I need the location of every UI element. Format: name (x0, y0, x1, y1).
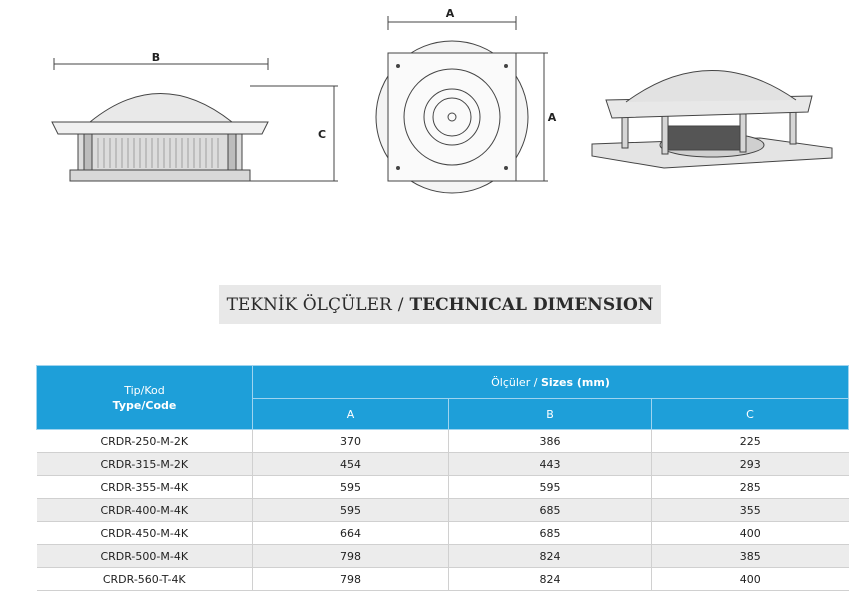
dim-label-a-right: A (547, 111, 557, 124)
section-title-separator: / (397, 294, 404, 315)
side-view-drawing (52, 58, 338, 181)
sizes-header-sep: / (533, 375, 538, 389)
column-header-a: A (253, 399, 449, 430)
row-size-c: 225 (652, 430, 849, 453)
row-code: CRDR-560-T-4K (37, 568, 253, 591)
row-size-c: 400 (652, 568, 849, 591)
row-size-b: 685 (449, 522, 652, 545)
sizes-header (253, 366, 849, 399)
row-size-a: 664 (253, 522, 449, 545)
table-row (37, 522, 849, 545)
dim-label-a-top: A (445, 7, 455, 20)
row-size-c: 285 (652, 476, 849, 499)
row-size-a: 798 (253, 568, 449, 591)
row-size-b: 824 (449, 545, 652, 568)
row-size-a: 798 (253, 545, 449, 568)
row-code: CRDR-315-M-2K (37, 453, 253, 476)
row-size-c: 385 (652, 545, 849, 568)
row-size-b: 824 (449, 568, 652, 591)
sizes-header-en: Sizes (mm) (540, 375, 610, 389)
row-size-b: 386 (449, 430, 652, 453)
dim-label-c-side: C (317, 128, 327, 141)
sizes-header-tr: Ölçüler (491, 375, 531, 389)
row-size-b: 595 (449, 476, 652, 499)
type-code-header (37, 366, 253, 430)
table-row (37, 453, 849, 476)
row-code: CRDR-500-M-4K (37, 545, 253, 568)
column-header-b: B (449, 399, 652, 430)
type-code-header-en: Type/Code (112, 398, 177, 412)
table-row (37, 499, 849, 522)
dimensions-table (36, 365, 849, 591)
column-header-c: C (652, 399, 849, 430)
row-size-a: 595 (253, 476, 449, 499)
row-size-a: 370 (253, 430, 449, 453)
row-size-c: 355 (652, 499, 849, 522)
section-title-en: TECHNICAL DIMENSION (409, 294, 654, 315)
table-row (37, 430, 849, 453)
row-size-c: 293 (652, 453, 849, 476)
type-code-header-tr: Tip/Kod (124, 383, 165, 397)
section-title-banner (219, 285, 661, 324)
dim-label-b-side: B (151, 51, 161, 64)
row-size-b: 685 (449, 499, 652, 522)
row-size-b: 443 (449, 453, 652, 476)
row-code: CRDR-400-M-4K (37, 499, 253, 522)
table-row (37, 476, 849, 499)
section-title-tr: TEKNİK ÖLÇÜLER (226, 294, 392, 315)
row-code: CRDR-450-M-4K (37, 522, 253, 545)
table-row (37, 568, 849, 591)
row-size-a: 454 (253, 453, 449, 476)
technical-drawings (0, 0, 868, 220)
row-code: CRDR-355-M-4K (37, 476, 253, 499)
row-size-a: 595 (253, 499, 449, 522)
top-view-drawing (376, 16, 548, 193)
perspective-view-drawing (592, 70, 832, 168)
table-row (37, 545, 849, 568)
row-code: CRDR-250-M-2K (37, 430, 253, 453)
row-size-c: 400 (652, 522, 849, 545)
